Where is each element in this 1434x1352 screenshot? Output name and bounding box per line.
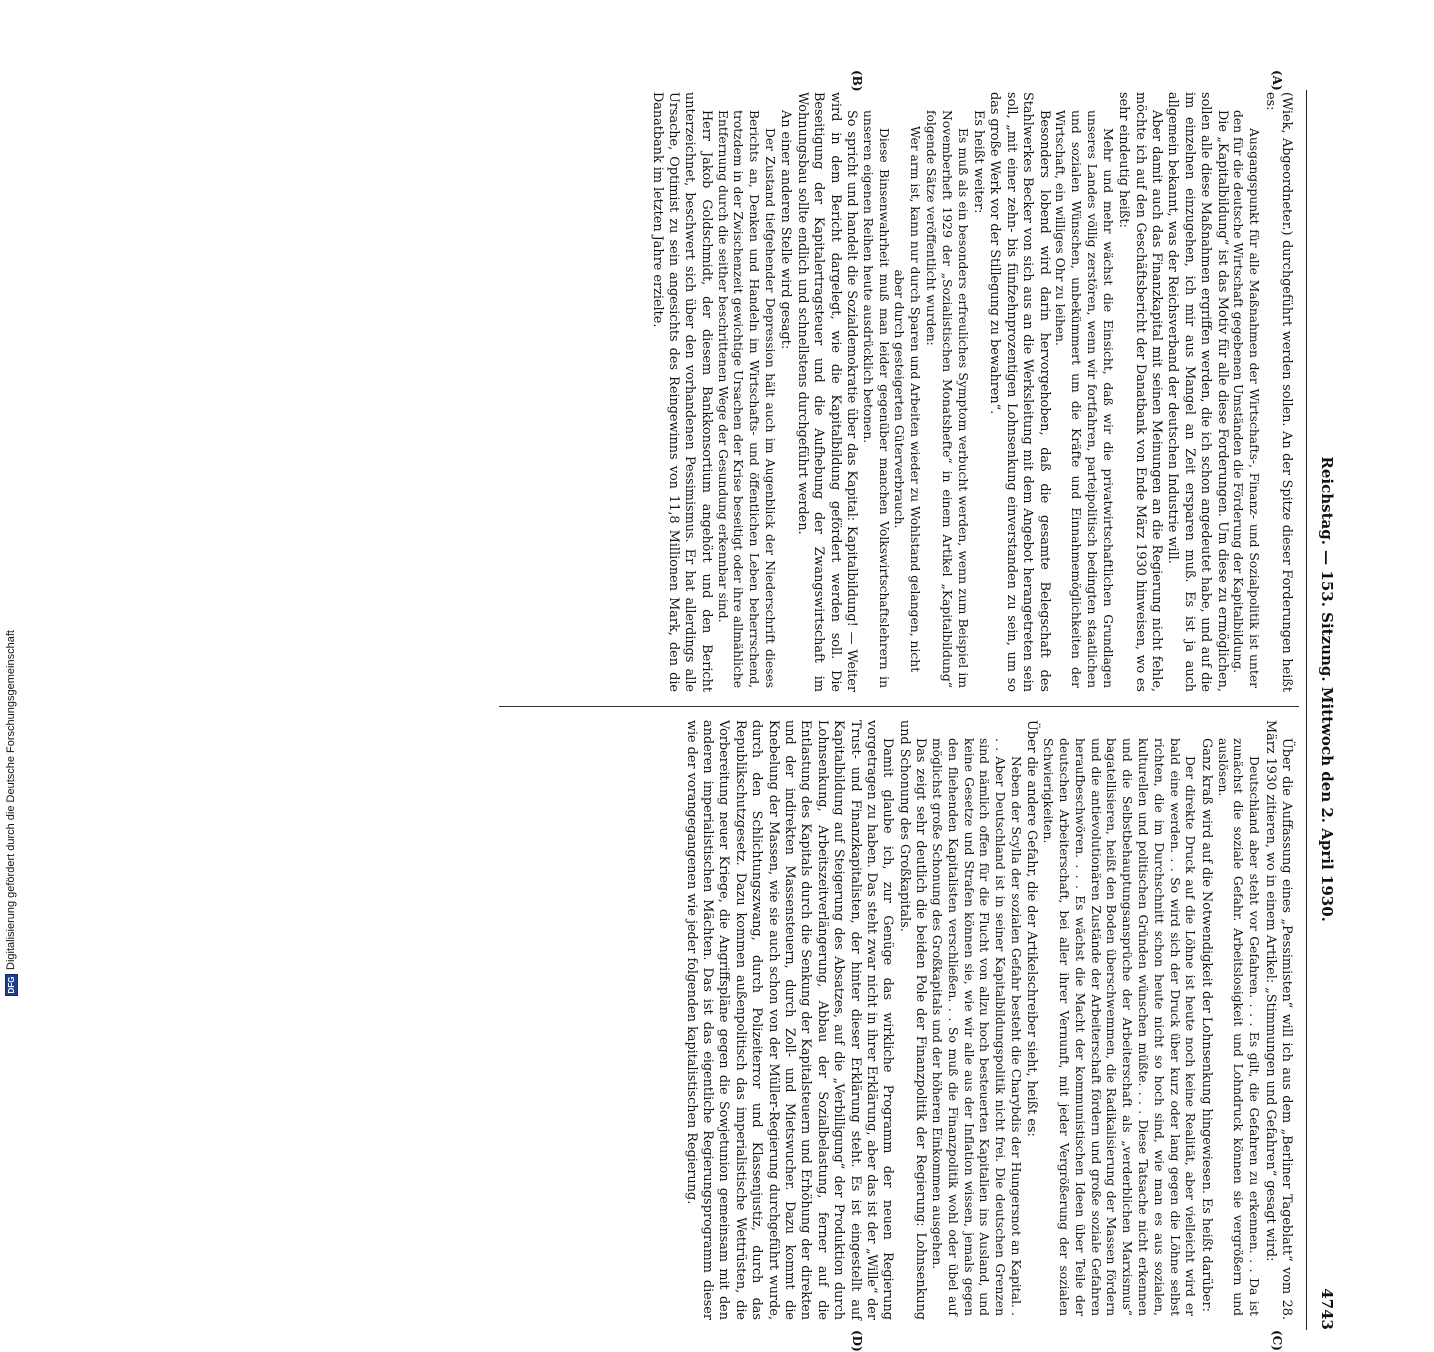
quote: Wer arm ist, kann nur durch Sparen und Arbeiten wieder zu Wohlstand gelangen, nicht aber durch gesteigerten Güterverbrauch. bbox=[892, 125, 923, 673]
margin-mark-b: (B) bbox=[850, 70, 864, 92]
left-column bbox=[648, 92, 1294, 692]
column-divider bbox=[499, 706, 1299, 707]
paragraph: Aber damit auch das Finanzkapital mit seinen Meinungen an die Regierung nicht fehle, möchte ich auf den Geschäftsbericht der Danatbank von Ende März 1930 hinweisen, wo es sehr eindeutig heißt: bbox=[1116, 92, 1164, 692]
page-header bbox=[1306, 90, 1336, 1330]
quote: Es muß als ein besonders erfreuliches Symptom verbucht werden, wenn zum Beispiel im Novemberheft 1929 der „Sozialistischen Monatshefte“ in einem Artikel „Kapitalbildung“ folgende Sätze veröffentlicht wurden: bbox=[923, 110, 970, 688]
paragraph: Über die andere Gefahr, die der Artikelschreiber sieht, heißt es: bbox=[1024, 720, 1040, 1137]
paragraph: Das zeigt sehr deutlich die beiden Pole der Finanzpolitik der Regierung: Lohnsenkung und Schonung des Großkapitals. bbox=[896, 720, 929, 1320]
credit-text: Digitalisierung gefördert durch die Deutsche Forschungsgemeinschaft bbox=[5, 630, 17, 970]
paragraph: Herr Jakob Goldschmidt, der diesem Bankkonsortium angehört und den Bericht unterzeichnet, beschwert sich über den vorhandenen Pessimismus. Er hat allerdings alle Ursache, Optimist zu sein angesichts des Reingewinns von 11,8 Millionen Mark, den die Danatbank im letzten Jahre erzielte. bbox=[649, 92, 714, 692]
margin-mark-a: (A) bbox=[1270, 70, 1284, 91]
quote: Ausgangspunkt für alle Maßnahmen der Wirtschafts-, Finanz- und Sozialpolitik ist unter den für die deutsche Wirtschaft gegebenen Umständen die Förderung der Kapitalbildung. bbox=[1231, 110, 1262, 688]
paragraph: So spricht und handelt die Sozialdemokratie über das Kapital: Kapitalbildung! — Weiter wird in dem Bericht dargelegt, wie die Kapitalbildung gefördert werden soll. Die Beseitigung der Kapitalertragsteuer und die Aufhebung der Zwangswirtschaft im Wohnungsbau sollte endlich und schnellstens durchgeführt werden. bbox=[794, 92, 859, 692]
quote: Der Zustand tiefgehender Depression hält auch im Augenblick der Niederschrift dieses Berichts an, Denken und Handeln im Wirtschafts- und öffentlichen Leben beherrschend, trotzdem in der Zwischenzeit gewichtige Ursachen der Krise beseitigt oder ihre allmähliche Entfernung durch die seither beschrittenen Wege der Gesundung erkennbar sind. bbox=[715, 110, 777, 688]
page-number: 4743 bbox=[1318, 1288, 1336, 1330]
paragraph: Ganz kraß wird auf die Notwendigkeit der Lohnsenkung hingewiesen. Es heißt darüber: bbox=[1198, 738, 1214, 1312]
paragraph: An einer anderen Stelle wird gesagt: bbox=[778, 110, 794, 350]
quote: Neben der Scylla der sozialen Gefahr besteht die Charybdis der Hungersnot an Kapital. . . . Aber Deutschland ist in seiner Kapitalbildungspolitik nicht frei. Die deutschen Grenzen sind nämlich offen für die Flucht von allzu hoch besteuerten Kapitalien ins Ausland, und keine Gesetze und Strafen können sie, wie wir alle aus der Inflation wissen, jemals gegen den fliehenden Kapitalisten verschließen. . . So muß die Finanzpolitik wohl oder übel auf möglichst große Schonung des Großkapitals und der höheren Einkommen ausgehen. bbox=[930, 738, 1024, 1316]
quote: Mehr und mehr wächst die Einsicht, daß wir die privatwirtschaftlichen Grundlagen unseres Landes völlig zerstören, wenn wir fortfahren, parteipolitisch bedingten staatlichen und sozialen Wünschen, unbekümmert um die Kräfte und Einnahmemöglichkeiten der Wirtschaft, ein williges Ohr zu leihen. bbox=[1053, 110, 1115, 688]
paragraph: Damit glaube ich, zur Genüge das wirkliche Programm der neuen Regierung vorgetragen zu haben. Das steht zwar nicht in ihrer Erklärung, aber das ist der „Wille“ der Trust- und Finanzkapitalisten, der hinter dieser Erklärung steht. Es ist eingestellt auf Kapitalbildung auf Steigerung des Absatzes, auf die „Verbilligung“ der Produktion durch Lohnsenkung, Arbeitszeitverlängerung, Abbau der Sozialbelastung, ferner auf die Entlastung des Kapitals durch die Senkung der Kapitalsteuern und Erhöhung der direkten und der indirekten Massensteuern, durch Zoll- und Mietswucher. Dazu kommt die Knebelung der Massen, wie sie auch schon von der Müller-Regierung durchgeführt wurde, durch den Schlichtungszwang, durch Polizeiterror und Klassenjustiz, durch das Republikschutzgesetz. Dazu kommen außenpolitisch das imperialistische Wettrüsten, die Vorbereitung neuer Kriege, die Angriffspläne gegen die Sowjetunion gemeinsam mit den anderen imperialistischen Mächten. Das ist das eigentliche Regierungsprogramm dieser wie der vorangegangenen wie jeder folgenden kapitalistischen Regierung. bbox=[683, 720, 896, 1320]
paragraph: Die „Kapitalbildung“ ist das Motiv für alle diese Forderungen. Um diese zu ermöglichen, sollen alle diese Maßnahmen ergriffen werden, die ich schon angedeutet habe, und auf die im einzelnen einzugehen, ich mir aus Mangel an Zeit ersparen muß. Es ist ja auch allgemein bekannt, was der Reichsverband der deutschen Industrie will. bbox=[1165, 92, 1230, 692]
dfg-logo-icon: DFG bbox=[5, 974, 18, 996]
paragraph: (Wiek, Abgeordneter.) durchgeführt werden sollen. An der Spitze dieser Forderungen heißt es: bbox=[1262, 92, 1294, 692]
quote: Diese Binsenwahrheit muß man leider gegenüber manchen Volkswirtschaftslehrern in unseren eigenen Reihen heute ausdrücklich betonen. bbox=[860, 110, 891, 688]
right-column bbox=[682, 720, 1294, 1320]
paragraph: Es heißt weiter: bbox=[970, 110, 986, 214]
margin-mark-d: (D) bbox=[850, 1330, 864, 1352]
margin-mark-c: (C) bbox=[1270, 1330, 1284, 1351]
quote: Deutschland aber steht vor Gefahren. . . . Es gilt, die Gefahren zu erkennen. . . Da ist zunächst die soziale Gefahr. Arbeitslosigkeit und Lohndruck können sie vergrößern und auslösen. bbox=[1215, 738, 1262, 1316]
paragraph: Besonders lobend wird darin hervorgehoben, daß die gesamte Belegschaft des Stahlwerkes Becker von sich aus an die Werksleitung mit dem Angebot herangetreten sein soll, „mit einer zehn- bis fünfzehnprozentigen Lohnsenkung einverstanden zu sein, um so das große Werk vor der Stillegung zu bewahren“. bbox=[987, 92, 1052, 692]
paragraph: Über die Auffassung eines „Pessimisten“ will ich aus dem „Berliner Tageblatt“ vom 28. März 1930 zitieren, wo in einem Artikel: „Stimmungen und Gefahren“ gesagt wird: bbox=[1262, 720, 1294, 1320]
running-head: Reichstag. — 153. Sitzung. Mittwoch den 2. April 1930. bbox=[1318, 456, 1336, 922]
quote: Der direkte Druck auf die Löhne ist heute noch keine Realität, aber vielleicht wird er bald eine werden. . . So wird sich der Druck über kurz oder lang gegen die Löhne selbst richten, die im Durchschnitt schon heute nicht so hoch sind, wie man es aus sozialen, kulturellen und politischen Gründen wünschen müßte. . . . Diese Tatsache nicht erkennen und die Selbstbehauptungsansprüche der Arbeiterschaft als „verderblichen Marxismus“ bagatellisieren, heißt den Boden überschwemmen, die Radikalisierung der Massen fördern und die antievolutionären Zustände der Arbeiterschaft fördern und große soziale Gefahren heraufbeschwören. . . . Es wächst die Macht der kommunistischen Ideen über Teile der deutschen Arbeiterschaft, bei aller ihrer Vernunft, mit jeder Vergrößerung der sozialen Schwierigkeiten. bbox=[1041, 738, 1198, 1316]
